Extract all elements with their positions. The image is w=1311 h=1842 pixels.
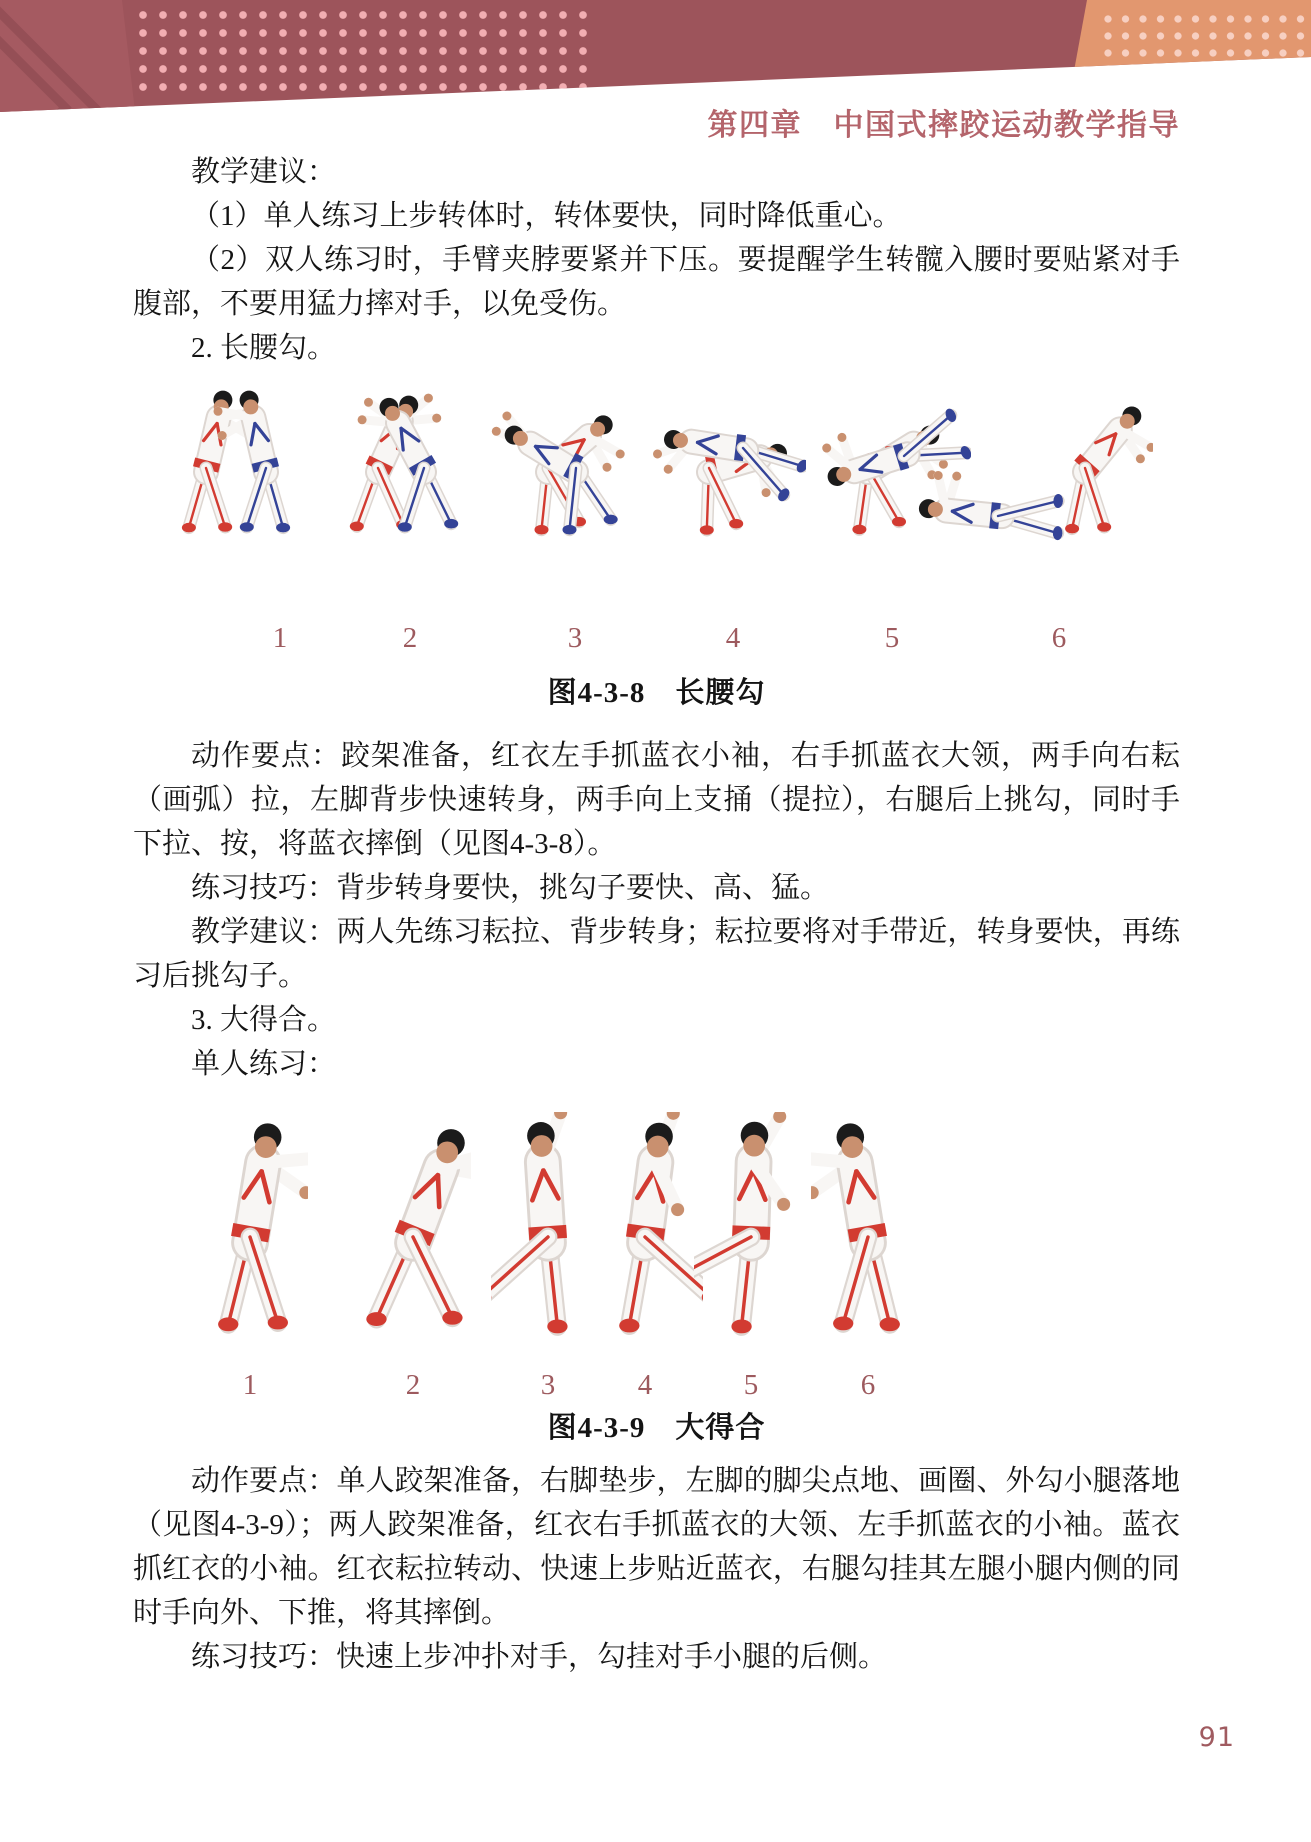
figure-photo xyxy=(903,376,1153,546)
figure-number: 3 xyxy=(540,1369,556,1401)
figure-photo xyxy=(694,1112,809,1337)
photo-strip xyxy=(133,376,1180,546)
figure-number: 5 xyxy=(743,1369,759,1401)
chevron-decoration-icon xyxy=(0,0,106,120)
paragraph-teach-1: 教学建议：两人先练习耘拉、背步转身；耘拉要将对手带近，转身要快，再练习后挑勾子。 xyxy=(133,916,1180,992)
figure-photo xyxy=(193,1112,308,1337)
figure-number: 1 xyxy=(272,622,288,654)
chapter-title: 第四章 中国式摔跤运动教学指导 xyxy=(707,109,1180,142)
figure-photo xyxy=(356,1112,471,1337)
paragraph-single-practice: 单人练习： xyxy=(191,1048,337,1080)
figure-number-row xyxy=(133,1363,1180,1401)
paragraph-skill-1: 练习技巧：背步转身要快，挑勾子要快、高、猛。 xyxy=(191,872,830,904)
figure-caption: 图4-3-8 长腰勾 xyxy=(547,677,766,709)
figure-4-3-8 xyxy=(133,376,1180,710)
paragraph-advice-1: （1）单人练习上步转体时，转体要快，同时降低重心。 xyxy=(191,200,902,232)
figure-number: 2 xyxy=(402,622,418,654)
banner-dot-pattern-right xyxy=(1099,11,1307,64)
paragraph-skill-2: 练习技巧：快速上步冲扑对手，勾挂对手小腿的后侧。 xyxy=(191,1641,888,1673)
figure-photo xyxy=(316,376,481,546)
photo-strip xyxy=(133,1112,1180,1337)
paragraph-keypoints-1: 动作要点：跤架准备，红衣左手抓蓝衣小袖，右手抓蓝衣大领，两手向右耘（画弧）拉，左脚背步快速转身，两手向上支捅（提拉），右腿后上挑勾，同时手下拉、按，将蓝衣摔倒（见图4-3-8）。 xyxy=(133,740,1180,860)
paragraph-advice-label: 教学建议： xyxy=(191,156,337,188)
paragraph-item-2: 2. 长腰勾。 xyxy=(191,332,337,364)
paragraph-item-3: 3. 大得合。 xyxy=(191,1004,337,1036)
figure-photo xyxy=(588,1112,703,1337)
figure-number: 2 xyxy=(405,1369,421,1401)
figure-number: 6 xyxy=(860,1369,876,1401)
banner-dot-pattern-left xyxy=(133,6,593,98)
figure-number: 1 xyxy=(242,1369,258,1401)
figure-photo xyxy=(476,376,641,546)
page-number: 91 xyxy=(1198,1722,1235,1753)
banner-left-panel xyxy=(0,0,136,120)
figure-4-3-9 xyxy=(133,1112,1180,1445)
figure-number: 4 xyxy=(725,622,741,654)
figure-caption: 图4-3-9 大得合 xyxy=(547,1412,766,1444)
paragraph-advice-2: （2）双人练习时，手臂夹脖要紧并下压。要提醒学生转髋入腰时要贴紧对手腹部，不要用猛力摔对手，以免受伤。 xyxy=(133,244,1180,320)
figure-number: 5 xyxy=(884,622,900,654)
figure-number: 6 xyxy=(1051,622,1067,654)
figure-number: 3 xyxy=(567,622,583,654)
figure-number: 4 xyxy=(637,1369,653,1401)
figure-photo xyxy=(811,1112,926,1337)
page-content xyxy=(133,150,1180,1679)
figure-photo xyxy=(641,376,806,546)
paragraph-keypoints-2: 动作要点：单人跤架准备，右脚垫步，左脚的脚尖点地、画圈、外勾小腿落地（见图4-3-9）；两人跤架准备，红衣右手抓蓝衣的大领、左手抓蓝衣的小袖。蓝衣抓红衣的小袖。红衣耘拉转动、快速上步贴近蓝衣，右腿勾挂其左腿小腿内侧的同时手向外、下推，将其摔倒。 xyxy=(133,1465,1180,1629)
figure-number-row xyxy=(133,616,1180,654)
figure-photo xyxy=(151,376,316,546)
